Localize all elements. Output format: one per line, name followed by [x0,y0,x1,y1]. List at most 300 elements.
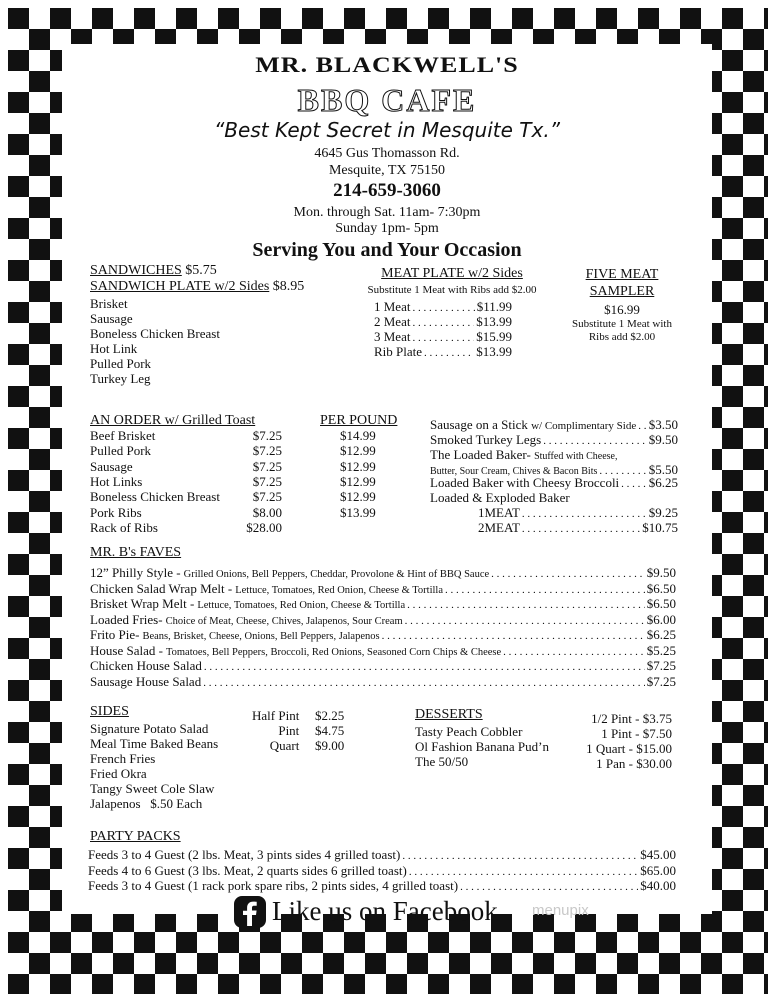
checker-square [29,239,50,260]
checker-square [743,113,764,134]
checker-square [407,953,428,974]
checker-square [743,743,764,764]
checker-square [8,260,29,281]
checker-square [260,974,281,994]
checker-square [29,743,50,764]
side-price: $9.00 [315,738,345,753]
special-note: Butter, Sour Cream, Chives & Bacon Bits [430,466,598,477]
owner-name: MR. BLACKWELL'S [255,52,519,77]
watermark: menupix [532,902,589,919]
checker-square [764,428,768,449]
meat-plate-note: Substitute 1 Meat with Ribs add $2.00 [367,284,537,296]
checker-square [113,953,134,974]
checker-square [638,974,659,994]
order-price: $7.25 [252,473,282,489]
checker-square [764,344,768,365]
checker-square [8,302,29,323]
checker-square [386,932,407,953]
checker-square [764,92,768,113]
checker-square [29,785,50,806]
checker-square [617,911,638,932]
checker-square [764,386,768,407]
checker-square [743,575,764,596]
checker-square [29,575,50,596]
checker-square [386,8,407,29]
party-row [88,847,676,863]
checker-square [470,932,491,953]
checker-square [764,176,768,197]
checker-square [29,911,50,932]
checker-square [743,785,764,806]
checker-square [512,932,533,953]
order-price: $7.25 [252,458,282,474]
checker-square [92,974,113,994]
checker-square [743,701,764,722]
checker-square [722,848,743,869]
checker-square [659,911,680,932]
sandwiches-title: SANDWICHES [90,263,182,278]
checker-square [722,554,743,575]
checker-square [50,932,71,953]
checker-square [386,974,407,994]
order-item: Boneless Chicken Breast [90,489,220,505]
fave-price: $7.25 [646,658,676,673]
checker-square [512,974,533,994]
checker-square [8,428,29,449]
slogan: “Best Kept Secret in Mesquite Tx.” [213,118,561,142]
dessert-size: 1 Pint - $7.50 [601,726,672,741]
sampler-price: $16.99 [604,302,640,317]
order-item: Pork Ribs [90,504,142,520]
side-sizes [252,708,299,753]
checker-square [764,722,768,743]
fave-row [90,674,676,690]
checker-square [323,953,344,974]
checker-square [596,8,617,29]
checker-square [764,764,768,785]
checker-square [470,8,491,29]
checker-square [365,953,386,974]
sides-list [90,721,218,811]
checker-square [722,176,743,197]
order-price: $8.00 [252,504,282,520]
checker-square [596,932,617,953]
checker-square [134,974,155,994]
meat-plate-title: MEAT PLATE w/2 Sides [381,266,523,281]
sandwich-plate-price: $8.95 [272,279,305,294]
checker-square [302,8,323,29]
checker-square [722,764,743,785]
checker-square [8,92,29,113]
checker-square [722,344,743,365]
checker-square [344,8,365,29]
list-item: Meal Time Baked Beans [90,736,219,751]
phone-number: 214-659-3060 [333,180,441,201]
sampler-note-2: Ribs add $2.00 [588,331,656,343]
side-size: Pint [278,723,300,738]
checker-square [743,491,764,512]
checker-square [8,554,29,575]
checker-square [8,932,29,953]
special-note: Stuffed with Cheese, [534,451,618,462]
party-row [88,863,676,879]
checker-square [155,911,176,932]
checker-square [428,8,449,29]
checker-square [113,911,134,932]
checker-square [722,8,743,29]
special-price: $3.50 [648,417,678,432]
checker-square [29,281,50,302]
checker-square [764,680,768,701]
checker-square [743,239,764,260]
checker-square [8,470,29,491]
checker-square [8,176,29,197]
sampler-title-2: SAMPLER [589,284,655,299]
checker-square [554,8,575,29]
special-row [478,505,678,521]
sandwich-plate-title: SANDWICH PLATE w/2 Sides [90,279,270,294]
party-item: Feeds 3 to 4 Guest (2 lbs. Meat, 3 pints sides 4 grilled toast) [88,847,401,862]
checker-square [743,197,764,218]
order-title: AN ORDER w/ Grilled Toast [90,413,256,428]
fave-item: Frito Pie- [90,627,140,642]
special-row [430,432,678,448]
checker-square [722,260,743,281]
meat-plate-item: Rib Plate [374,344,423,359]
dessert-size: 1 Pan - $30.00 [596,756,672,771]
party-item: Feeds 3 to 4 Guest (1 rack pork spare ribs, 2 pints sides, 4 grilled toast) [88,878,459,893]
address-line-1: 4645 Gus Thomasson Rd. [314,146,460,161]
checker-square [764,470,768,491]
checker-square [197,911,218,932]
checker-square [302,974,323,994]
address-line-2: Mesquite, TX 75150 [328,163,445,178]
checker-square [722,890,743,911]
sides-title: SIDES [90,704,129,719]
checker-square [8,764,29,785]
checker-square [764,596,768,617]
party-price: $40.00 [640,878,676,893]
special-item: Loaded & Exploded Baker [430,490,570,505]
desserts-list [415,724,549,769]
checker-square [8,638,29,659]
checker-square [344,974,365,994]
sampler-note-1: Substitute 1 Meat with [572,318,672,330]
list-item: Signature Potato Salad [90,721,209,736]
faves-title: MR. B's FAVES [90,545,182,560]
checker-square [8,680,29,701]
order-price: $7.25 [252,428,282,443]
fave-description: Lettuce, Tomatoes, Red Onion, Cheese & Tortilla [197,600,406,611]
side-price: $2.25 [315,708,345,723]
meat-plate-item: 3 Meat [374,329,411,344]
order-item: Hot Links [90,473,143,489]
checker-square [722,50,743,71]
checker-square [722,806,743,827]
fave-row [90,643,676,659]
special-item: 2MEAT [478,520,520,535]
meat-plate-price: $11.99 [476,299,512,314]
order-item: Pulled Pork [90,443,152,459]
checker-square [239,953,260,974]
list-item: The 50/50 [415,754,469,769]
fave-price: $6.25 [646,627,676,642]
meat-plate-price: $15.99 [476,329,512,344]
order-item: Sausage [90,458,133,474]
meat-plate-row [374,299,512,315]
checker-square [680,8,701,29]
checker-square [722,932,743,953]
checker-square [764,218,768,239]
checker-square [554,974,575,994]
checker-square [260,8,281,29]
checker-square [764,974,768,994]
checker-square [533,953,554,974]
checker-square [29,869,50,890]
meat-plate-row [374,344,512,360]
checker-square [155,953,176,974]
checker-square [344,932,365,953]
checker-square [197,953,218,974]
checker-square [29,953,50,974]
checker-square [743,281,764,302]
checker-square [218,974,239,994]
checker-square [260,932,281,953]
side-price: $4.75 [315,723,345,738]
side-size: Half Pint [252,708,300,723]
special-row [430,417,678,433]
dessert-size: 1/2 Pint - $3.75 [591,711,672,726]
special-price: $9.50 [648,432,678,447]
checker-square [743,533,764,554]
checker-square [722,92,743,113]
sampler-title-1: FIVE MEAT [585,267,659,282]
fave-price: $6.50 [646,580,676,596]
checker-square [8,596,29,617]
party-price: $45.00 [640,847,676,862]
checker-square [29,197,50,218]
checker-square [8,386,29,407]
order-item: Rack of Ribs [90,519,158,535]
fave-item: Chicken Salad Wrap Melt - [90,580,233,596]
fave-row [90,658,676,674]
checker-square [743,953,764,974]
checker-square [722,386,743,407]
checker-square [743,407,764,428]
sandwiches-price: $5.75 [185,263,217,278]
fave-price: $9.50 [646,565,676,580]
fave-row [90,596,676,612]
special-row [430,447,617,463]
list-item: French Fries [90,751,156,766]
per-pound-title: PER POUND [320,413,398,428]
checker-square [764,50,768,71]
list-item: Pulled Pork [90,356,152,371]
checker-square [176,932,197,953]
checker-square [701,911,722,932]
per-pound-price: $12.99 [340,473,376,489]
dessert-sizes [562,711,672,771]
special-note: w/ Complimentary Side [531,420,637,432]
fave-row [90,612,676,628]
meat-plate-price: $13.99 [476,344,512,359]
checker-square [722,470,743,491]
checker-square [29,29,50,50]
checker-square [449,953,470,974]
checker-square [764,638,768,659]
checker-square [743,323,764,344]
fave-price: $5.25 [646,642,676,658]
sandwiches-heading [90,263,217,279]
checker-square [29,323,50,344]
checker-square [743,869,764,890]
checker-square [764,302,768,323]
fave-item: Loaded Fries- [90,611,163,627]
fave-description: Tomatoes, Bell Peppers, Broccoli, Red Onions, Seasoned Corn Chips & Cheese [165,646,502,658]
per-pound-price: $13.99 [340,504,376,520]
checker-square [638,932,659,953]
checker-square [50,974,71,994]
order-price: $7.25 [252,443,282,459]
meat-plate-row [374,329,512,345]
meat-plate-item: 2 Meat [374,314,411,329]
sandwich-list [90,296,220,386]
checker-square [722,134,743,155]
checker-square [8,890,29,911]
checker-square [596,974,617,994]
checker-square [743,365,764,386]
fave-description: Lettuce, Tomatoes, Red Onion, Cheese & Tortilla [235,584,444,596]
fave-description: Choice of Meat, Cheese, Chives, Jalapenos, Sour Cream [165,615,403,627]
checker-square [764,134,768,155]
list-item: Brisket [90,296,128,311]
checker-square [8,848,29,869]
dessert-size: 1 Quart - $15.00 [586,741,672,756]
meat-plate-price: $13.99 [476,314,512,329]
checker-square [617,953,638,974]
checker-square [554,932,575,953]
checker-square [764,554,768,575]
facebook-like-text[interactable]: Like us on Facebook [272,896,498,926]
checker-square [71,953,92,974]
fave-row [90,581,676,597]
checker-square [134,8,155,29]
fave-row [90,627,676,643]
checker-square [218,932,239,953]
list-item: Boneless Chicken Breast [90,326,220,341]
checker-square [743,71,764,92]
special-item: Sausage on a Stick [430,417,528,432]
checker-square [8,806,29,827]
special-item: The Loaded Baker- [430,447,531,462]
party-item: Feeds 4 to 6 Guest (3 lbs. Meat, 2 quarts sides 6 grilled toast) [88,862,407,878]
checker-square [743,449,764,470]
checker-square [71,911,92,932]
fave-row [90,565,676,581]
checker-square [722,428,743,449]
special-item: Smoked Turkey Legs [430,432,542,447]
checker-square [29,155,50,176]
list-item: Tasty Peach Cobbler [415,724,523,739]
checker-square [491,953,512,974]
checker-square [29,449,50,470]
checker-square [722,512,743,533]
checker-square [8,722,29,743]
fave-description: Grilled Onions, Bell Peppers, Cheddar, Provolone & Hint of BBQ Sauce [183,569,490,580]
checker-square [8,50,29,71]
checker-square [722,974,743,994]
fave-item: Brisket Wrap Melt - [90,596,195,611]
checker-square [512,8,533,29]
per-pound-price: $12.99 [340,443,376,459]
fave-price: $6.50 [646,596,676,611]
special-item: 1MEAT [478,505,520,520]
checker-square [92,8,113,29]
special-row [478,520,678,536]
checker-square [29,407,50,428]
party-price: $65.00 [640,862,676,878]
checker-square [764,806,768,827]
checker-square [8,134,29,155]
jalapenos-price: $.50 Each [150,796,203,811]
checker-square [29,659,50,680]
list-item: Sausage [90,311,133,326]
special-price: $9.25 [648,505,678,520]
fave-price: $7.25 [646,673,676,689]
checker-square [764,932,768,953]
checker-square [743,29,764,50]
checker-square [8,512,29,533]
checker-square [218,8,239,29]
hours-sunday: Sunday 1pm- 5pm [335,221,439,236]
fave-item: House Salad - [90,642,163,658]
checker-square [764,512,768,533]
checker-square [92,932,113,953]
list-item: Hot Link [90,341,138,356]
per-pound-price: $12.99 [340,458,376,474]
special-item: Loaded Baker with Cheesy Broccoli [430,475,620,490]
checker-square [8,8,29,29]
checker-square [764,8,768,29]
checker-square [680,974,701,994]
checker-square [638,8,659,29]
checker-square [428,974,449,994]
order-item: Beef Brisket [90,428,156,443]
checker-square [29,617,50,638]
list-item: Turkey Leg [90,371,151,386]
facebook-icon[interactable] [234,896,266,928]
special-row [430,475,678,491]
desserts-title: DESSERTS [415,707,483,722]
fave-description: Beans, Brisket, Cheese, Onions, Bell Peppers, Jalapenos [142,631,380,642]
checker-square [29,71,50,92]
checker-square [281,953,302,974]
list-item [90,796,218,811]
checker-square [743,911,764,932]
checker-square [743,659,764,680]
checker-square [29,491,50,512]
checker-square [176,8,197,29]
checker-square [575,953,596,974]
jalapenos-label: Jalapenos [90,796,141,811]
side-prices [315,708,344,753]
checker-square [722,596,743,617]
fave-item: Chicken House Salad [90,658,202,673]
checker-square [722,638,743,659]
order-price: $7.25 [252,489,282,505]
fave-price: $6.00 [646,611,676,627]
menu-content [62,44,712,926]
